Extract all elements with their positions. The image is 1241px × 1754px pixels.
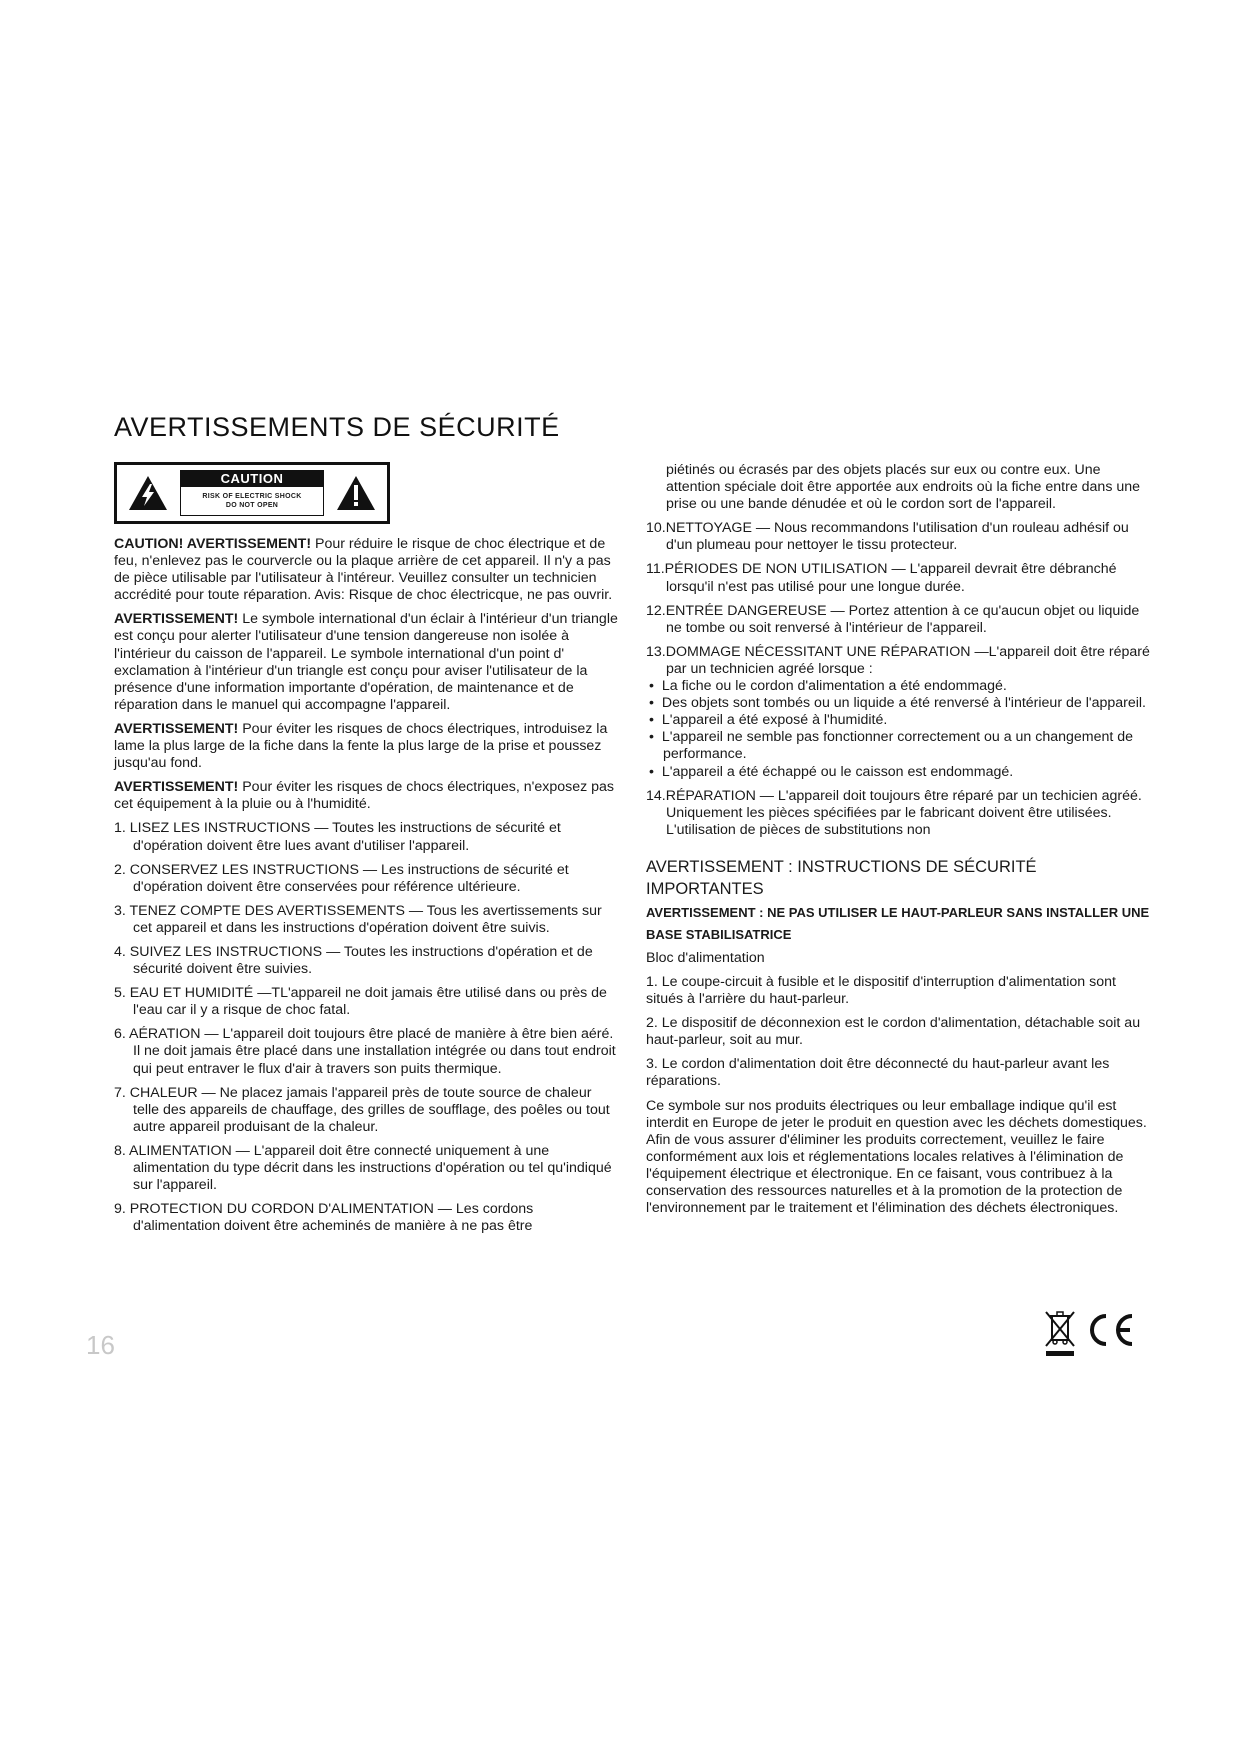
power-point: 2. Le dispositif de déconnexion est le cordon d'alimentation, détachable soit au haut-parleur, soit au mur. bbox=[646, 1015, 1141, 1049]
list-item: 11.PÉRIODES DE NON UTILISATION — L'appareil devrait être débranché lorsqu'il n'est pas utilisé pour une longue durée. bbox=[646, 561, 1117, 595]
list-item: 9. PROTECTION DU CORDON D'ALIMENTATION — Les cordons d'alimentation doivent être acheminés de manière à ne pas être bbox=[114, 1201, 534, 1235]
list-item: 10.NETTOYAGE — Nous recommandons l'utilisation d'un rouleau adhésif ou d'un plumeau pour nettoyer le tissu protecteur. bbox=[646, 520, 1129, 554]
list-item: 2. CONSERVEZ LES INSTRUCTIONS — Les instructions de sécurité et d'opération doivent être conservées pour référence ultérieure. bbox=[114, 861, 569, 895]
humidity-paragraph bbox=[114, 779, 621, 813]
symbol-paragraph-lead: AVERTISSEMENT! bbox=[114, 611, 239, 628]
plug-paragraph-text: Pour éviter les risques de chocs électriques, introduisez la lame la plus large de la fiche dans la fente la plus large de la prise et poussez jusqu'au fond. bbox=[114, 720, 608, 772]
caution-warning-label bbox=[114, 462, 390, 524]
plug-paragraph bbox=[114, 721, 621, 772]
weee-paragraph: Ce symbole sur nos produits électriques ou leur emballage indique qu'il est interdit en Europe de jeter le produit en question avec les déchets domestiques. Afin de vous assurer d'éliminer les produits correctement, veuillez le faire conformément aux lois et réglementations locales relatives à l'élimination de l'équipement électrique et électronique. En ce faisant, vous contribuez à la conservation des ressources naturelles et à la promotion de la protection de l'environnement par le traitement et l'élimination des déchets électroniques. bbox=[646, 1097, 1147, 1217]
item-9-continuation: piétinés ou écrasés par des objets placés sur eux ou contre eux. Une attention spéciale doit être apportée aux endroits où la fiche entre dans une prise ou une bande dénudée et où le cordon sort de l'appareil. bbox=[666, 462, 1141, 513]
power-supply-label: Bloc d'alimentation bbox=[646, 949, 765, 966]
section-warning: AVERTISSEMENT : NE PAS UTILISER LE HAUT-PARLEUR SANS INSTALLER UNE BASE STABILISATRICE bbox=[646, 904, 1150, 942]
caution-line-2: DO NOT OPEN bbox=[225, 502, 279, 509]
bullet-item: • L'appareil a été exposé à l'humidité. bbox=[649, 712, 888, 729]
humidity-paragraph-text: Pour éviter les risques de chocs électriques, n'exposez pas cet équipement à la pluie ou à l'humidité. bbox=[114, 779, 615, 813]
symbol-paragraph bbox=[114, 611, 621, 714]
electric-shock-warning-icon bbox=[127, 474, 169, 512]
exclamation-warning-icon bbox=[335, 474, 377, 512]
right-column bbox=[646, 462, 1156, 1224]
caution-paragraph-text: Pour réduire le risque de choc électrique et de feu, n'enlevez pas le courvercle ou la plaque arrière de cet appareil. Il n'y a pas de pièce utilisable par l'utilisateur à l'intéreur. Veuillez consulter un technicien accrédité pour toute réparation. Avis: Risque de choc électricque, ne pas ouvrir. bbox=[114, 536, 613, 604]
list-item: 1. LISEZ LES INSTRUCTIONS — Toutes les instructions de sécurité et d'opération doivent être lues avant d'utiliser l'appareil. bbox=[114, 820, 561, 854]
ce-mark-icon bbox=[1085, 1310, 1135, 1350]
page-title: AVERTISSEMENTS DE SÉCURITÉ bbox=[114, 412, 560, 442]
left-column bbox=[114, 462, 621, 1242]
bullet-item: • L'appareil ne semble pas fonctionner correctement ou a un changement de performance. bbox=[649, 729, 1134, 763]
section-heading: AVERTISSEMENT : INSTRUCTIONS DE SÉCURITÉ IMPORTANTES bbox=[646, 857, 1037, 898]
list-item: 12.ENTRÉE DANGEREUSE — Portez attention à ce qu'aucun objet ou liquide ne tombe ou soit renversé à l'intérieur de l'appareil. bbox=[646, 602, 1140, 636]
caution-line-1: RISK OF ELECTRIC SHOCK bbox=[202, 493, 302, 500]
list-item: 3. TENEZ COMPTE DES AVERTISSEMENTS — Tous les avertissements sur cet appareil et dans les instructions d'opération doivent être suivis. bbox=[114, 902, 602, 936]
caution-text-box bbox=[180, 470, 324, 516]
list-item: 6. AÉRATION — L'appareil doit toujours être placé de manière à être bien aéré. Il ne doit jamais être placé dans une installation intégrée ou dans tout endroit qui peut entraver le flux d'air à travers son puits thermique. bbox=[114, 1026, 616, 1077]
symbol-paragraph-text: Le symbole international d'un éclair à l'intérieur d'un triangle est conçu pour alerter l'utilisateur d'une tension dangereuse non isolée à l'intérieur du caisson de l'appareil. Le symbole international d'un point d' exclamation à l'intérieur d'un triangle est conçu pour aviser l'utilisateur de la présence d'une information importante d'opération, de maintenance et de réparation dans le manuel qui accompagne l'appareil. bbox=[114, 611, 618, 713]
list-item: 5. EAU ET HUMIDITÉ —TL'appareil ne doit jamais être utilisé dans ou près de l'eau car il y a risque de choc fatal. bbox=[114, 985, 607, 1019]
power-point: 1. Le coupe-circuit à fusible et le dispositif d'interruption d'alimentation sont situés à l'arrière du haut-parleur. bbox=[646, 973, 1116, 1008]
list-item: 8. ALIMENTATION — L'appareil doit être connecté uniquement à une alimentation du type décrit dans les instructions d'opération ou tel qu'indiqué sur l'appareil. bbox=[114, 1142, 612, 1194]
bullet-item: • Des objets sont tombés ou un liquide a été renversé à l'intérieur de l'appareil. bbox=[649, 695, 1146, 712]
caution-paragraph-lead: CAUTION! AVERTISSEMENT! bbox=[114, 536, 312, 552]
caution-subtext bbox=[181, 487, 323, 515]
list-item: 4. SUIVEZ LES INSTRUCTIONS — Toutes les instructions d'opération et de sécurité doivent être suivies. bbox=[114, 943, 593, 978]
bullet-item: • La fiche ou le cordon d'alimentation a été endommagé. bbox=[649, 678, 1007, 695]
list-item: 14.RÉPARATION — L'appareil doit toujours être réparé par un techicien agréé. Uniquement les pièces spécifiées par le fabricant doivent être utilisées. L'utilisation de pièces de substitutions non bbox=[646, 787, 1142, 838]
weee-bin-icon bbox=[1042, 1308, 1078, 1358]
power-point: 3. Le cordon d'alimentation doit être déconnecté du haut-parleur avant les réparations. bbox=[646, 1056, 1110, 1090]
list-item: 13.DOMMAGE NÉCESSITANT UNE RÉPARATION —L'appareil doit être réparé par un technicien agréé lorsque : bbox=[646, 643, 1150, 677]
plug-paragraph-lead: AVERTISSEMENT! bbox=[114, 720, 239, 737]
list-item: 7. CHALEUR — Ne placez jamais l'appareil près de toute source de chaleur telle des appareils de chauffage, des grilles de soufflage, des poêles ou tout autre appareil produisant de la chaleur. bbox=[114, 1084, 610, 1135]
caution-paragraph bbox=[114, 536, 621, 604]
page-number: 16 bbox=[86, 1330, 115, 1360]
humidity-paragraph-lead: AVERTISSEMENT! bbox=[114, 779, 239, 796]
bullet-item: • L'appareil a été échappé ou le caisson est endommagé. bbox=[649, 763, 1014, 780]
caution-heading: CAUTION bbox=[181, 471, 323, 487]
